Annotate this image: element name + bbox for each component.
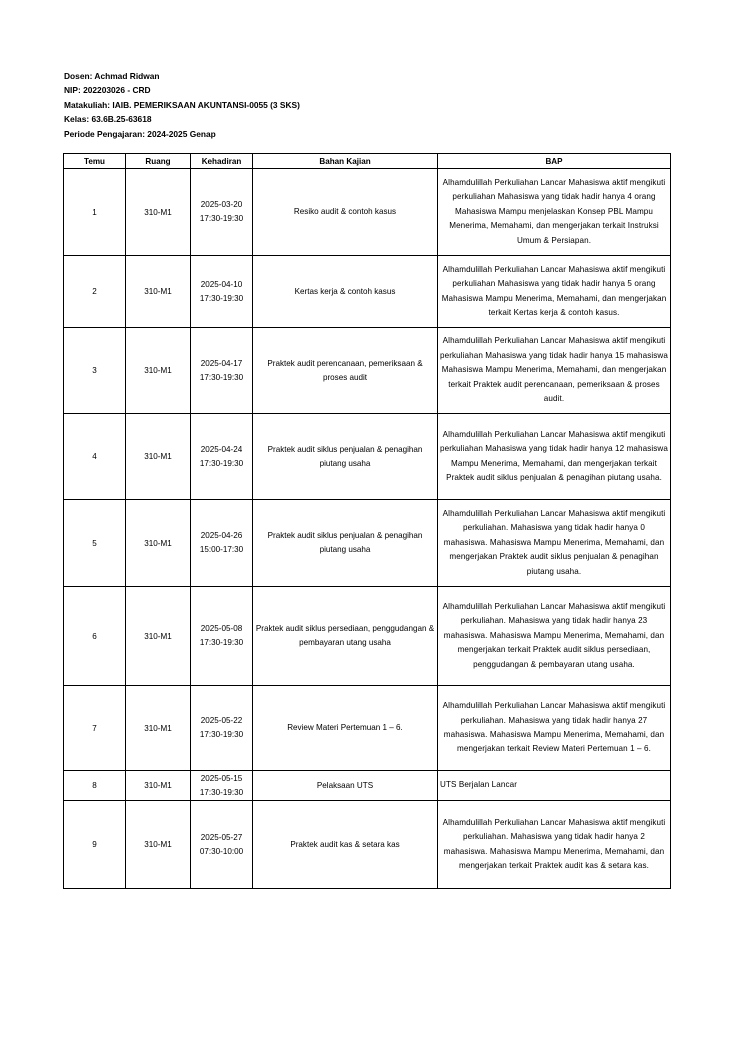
cell-tanggal: 2025-05-08 xyxy=(200,624,243,633)
cell-tanggal: 2025-04-17 xyxy=(200,358,243,368)
table-row xyxy=(64,328,671,414)
cell-tanggal: 2025-04-24 xyxy=(200,444,243,454)
cell-jam: 17:30-19:30 xyxy=(199,214,244,223)
cell-jam: 17:30-19:30 xyxy=(199,372,244,382)
table-row xyxy=(64,256,671,328)
cell-bap: Alhamdulillah Perkuliahan Lancar Mahasiswa aktif mengikuti perkuliahan. Mahasiswa yang tidak hadir hanya 23 mahasiswa. Mahasiswa Mampu Menerima, Memahami, dan mengerjakan terkait Praktek audit siklus persediaan, penggudangan & pembayaran utang usaha. xyxy=(438,587,671,686)
cell-jam: 15:00-17:30 xyxy=(199,545,244,554)
cell-ruang: 310-M1 xyxy=(126,328,191,414)
column-header-bahan-kajian: Bahan Kajian xyxy=(253,154,438,169)
cell-ruang: 310-M1 xyxy=(126,169,191,256)
cell-bahan-kajian: Resiko audit & contoh kasus xyxy=(253,169,438,256)
cell-bahan-kajian: Kertas kerja & contoh kasus xyxy=(253,256,438,328)
cell-ruang: 310-M1 xyxy=(126,256,191,328)
column-header-bap: BAP xyxy=(438,154,671,169)
cell-temu: 7 xyxy=(64,686,126,771)
cell-temu: 5 xyxy=(64,500,126,587)
cell-temu: 3 xyxy=(64,328,126,414)
cell-temu: 6 xyxy=(64,587,126,686)
cell-bap: Alhamdulillah Perkuliahan Lancar Mahasiswa aktif mengikuti perkuliahan Mahasiswa yang tidak hadir hanya 5 orang Mahasiswa Mampu Menerima, Memahami, dan mengerjakan terkait Kertas kerja & contoh kasus. xyxy=(438,256,671,328)
cell-bahan-kajian: Praktek audit siklus penjualan & penagihan piutang usaha xyxy=(253,414,438,500)
cell-bahan-kajian: Praktek audit siklus persediaan, penggudangan & pembayaran utang usaha xyxy=(253,587,438,686)
table-row xyxy=(64,801,671,889)
table-row xyxy=(64,686,671,771)
column-header-kehadiran: Kehadiran xyxy=(191,154,253,169)
cell-tanggal: 2025-04-10 xyxy=(200,279,243,289)
cell-bahan-kajian: Praktek audit siklus penjualan & penagihan piutang usaha xyxy=(253,500,438,587)
table-row xyxy=(64,587,671,686)
attendance-table xyxy=(63,153,671,889)
cell-jam: 07:30-10:00 xyxy=(199,846,244,856)
cell-kehadiran xyxy=(191,587,253,686)
table-row xyxy=(64,771,671,801)
periode-line: Periode Pengajaran: 2024-2025 Genap xyxy=(64,128,216,139)
cell-kehadiran xyxy=(191,328,253,414)
cell-temu: 8 xyxy=(64,771,126,801)
cell-bap: Alhamdulillah Perkuliahan Lancar Mahasiswa aktif mengikuti perkuliahan Mahasiswa yang tidak hadir hanya 12 mahasiswa Mampu Menerima, Memahami, dan mengerjakan terkait Praktek audit siklus penjualan & penagihan piutang usaha. xyxy=(438,414,671,500)
cell-bap: Alhamdulillah Perkuliahan Lancar Mahasiswa aktif mengikuti perkuliahan. Mahasiswa yang tidak hadir hanya 0 mahasiswa. Mahasiswa Mampu Menerima, Memahami, dan mengerjakan Praktek audit siklus penjualan & penagihan piutang usaha. xyxy=(438,500,671,587)
column-header-ruang: Ruang xyxy=(126,154,191,169)
cell-tanggal: 2025-05-27 xyxy=(200,832,243,842)
cell-bahan-kajian: Pelaksaan UTS xyxy=(253,771,438,801)
cell-ruang: 310-M1 xyxy=(126,587,191,686)
cell-bahan-kajian: Review Materi Pertemuan 1 – 6. xyxy=(253,686,438,771)
cell-bap: UTS Berjalan Lancar xyxy=(438,771,671,801)
table-row xyxy=(64,500,671,587)
cell-temu: 9 xyxy=(64,801,126,889)
nip-line: NIP: 202203026 - CRD xyxy=(64,85,151,96)
table-header-row xyxy=(64,154,671,169)
cell-kehadiran xyxy=(191,686,253,771)
kelas-line: Kelas: 63.6B.25-63618 xyxy=(64,114,152,125)
cell-kehadiran xyxy=(191,771,253,801)
cell-jam: 17:30-19:30 xyxy=(199,458,244,468)
cell-jam: 17:30-19:30 xyxy=(199,293,244,303)
cell-tanggal: 2025-05-22 xyxy=(200,716,243,725)
cell-ruang: 310-M1 xyxy=(126,686,191,771)
cell-jam: 17:30-19:30 xyxy=(199,730,244,739)
cell-bahan-kajian: Praktek audit kas & setara kas xyxy=(253,801,438,889)
cell-jam: 17:30-19:30 xyxy=(199,638,244,647)
cell-temu: 1 xyxy=(64,169,126,256)
cell-kehadiran xyxy=(191,256,253,328)
cell-bap: Alhamdulillah Perkuliahan Lancar Mahasiswa aktif mengikuti perkuliahan. Mahasiswa yang tidak hadir hanya 2 mahasiswa. Mahasiswa Mampu Menerima, Memahami, dan mengerjakan terkait Praktek audit kas & setara kas. xyxy=(438,801,671,889)
cell-jam: 17:30-19:30 xyxy=(199,787,244,797)
cell-bahan-kajian: Praktek audit perencanaan, pemeriksaan & proses audit xyxy=(253,328,438,414)
cell-bap: Alhamdulillah Perkuliahan Lancar Mahasiswa aktif mengikuti perkuliahan Mahasiswa yang tidak hadir hanya 4 orang Mahasiswa Mampu menjelaskan Konsep PBL Mampu Menerima, Memahami, dan mengerjakan terkait Instruksi Umum & Persiapan. xyxy=(438,169,671,256)
cell-kehadiran xyxy=(191,500,253,587)
cell-kehadiran xyxy=(191,414,253,500)
table-row xyxy=(64,169,671,256)
table-row xyxy=(64,414,671,500)
cell-bap: Alhamdulillah Perkuliahan Lancar Mahasiswa aktif mengikuti perkuliahan. Mahasiswa yang tidak hadir hanya 27 mahasiswa. Mahasiswa Mampu Menerima, Memahami, dan mengerjakan terkait Review Materi Pertemuan 1 – 6. xyxy=(438,686,671,771)
cell-temu: 4 xyxy=(64,414,126,500)
dosen-line: Dosen: Achmad Ridwan xyxy=(64,71,160,81)
cell-temu: 2 xyxy=(64,256,126,328)
cell-ruang: 310-M1 xyxy=(126,500,191,587)
cell-kehadiran xyxy=(191,801,253,889)
matakuliah-line: Matakuliah: IAIB. PEMERIKSAAN AKUNTANSI-0055 (3 SKS) xyxy=(64,99,300,110)
cell-kehadiran xyxy=(191,169,253,256)
cell-tanggal: 2025-03-20 xyxy=(200,200,243,209)
cell-ruang: 310-M1 xyxy=(126,414,191,500)
cell-bap: Alhamdulillah Perkuliahan Lancar Mahasiswa aktif mengikuti perkuliahan Mahasiswa yang tidak hadir hanya 15 mahasiswa Mahasiswa Mampu Menerima, Memahami, dan mengerjakan terkait Praktek audit perencanaan, pemeriksaan & proses audit. xyxy=(438,328,671,414)
document-header xyxy=(64,69,300,141)
cell-ruang: 310-M1 xyxy=(126,801,191,889)
cell-ruang: 310-M1 xyxy=(126,771,191,801)
cell-tanggal: 2025-04-26 xyxy=(200,531,243,540)
column-header-temu: Temu xyxy=(64,154,126,169)
cell-tanggal: 2025-05-15 xyxy=(200,773,243,783)
